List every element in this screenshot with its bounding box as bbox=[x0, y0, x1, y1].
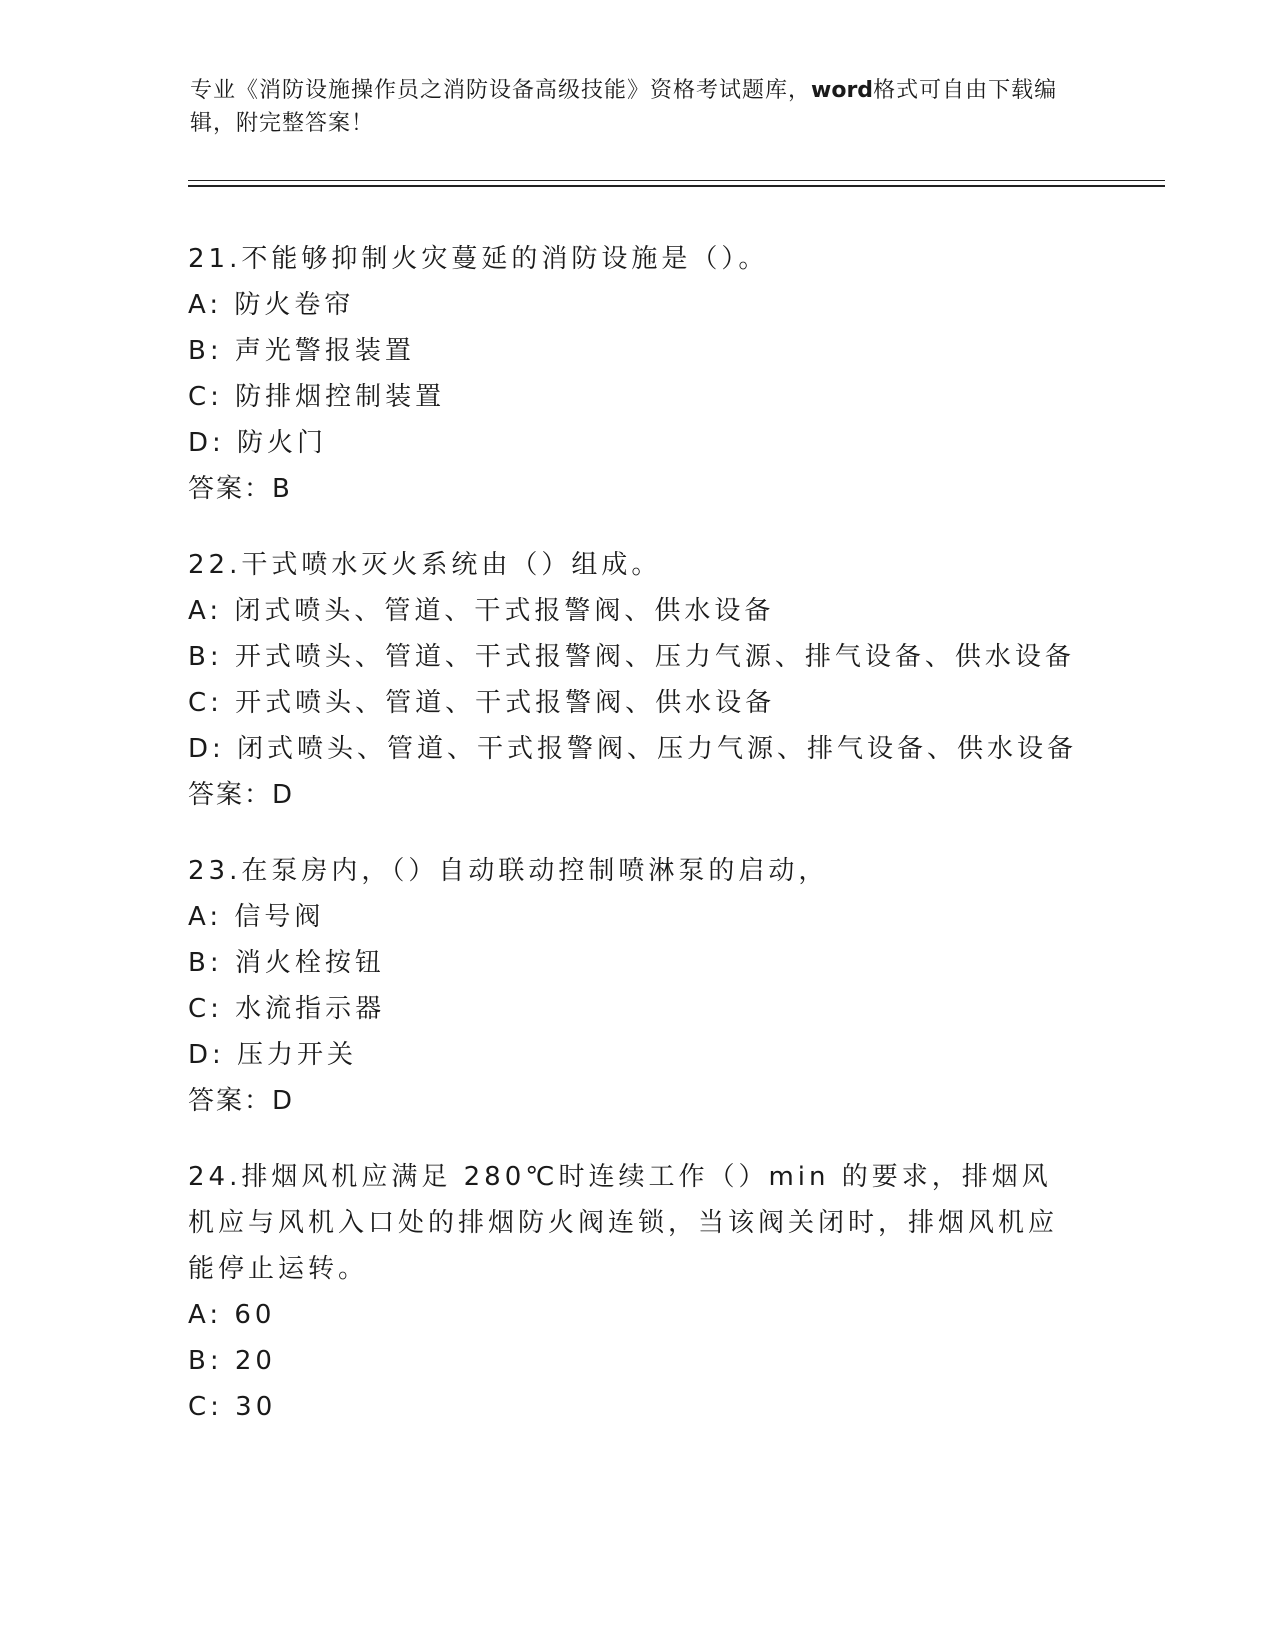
header-text-part1: 专业《消防设施操作员之消防设备高级技能》资格考试题库， bbox=[190, 78, 812, 103]
option-a: A: 防火卷帘 bbox=[188, 290, 355, 320]
option-a: A: 闭式喷头、管道、干式报警阀、供水设备 bbox=[188, 596, 775, 626]
option-b: B: 消火栓按钮 bbox=[188, 948, 385, 978]
option-c: C: 水流指示器 bbox=[188, 994, 386, 1024]
document-header bbox=[190, 74, 1070, 140]
question-24 bbox=[188, 1154, 1078, 1430]
option-b: B: 20 bbox=[188, 1346, 276, 1376]
option-c: C: 防排烟控制装置 bbox=[188, 382, 446, 412]
answer-line: 答案：D bbox=[188, 1086, 295, 1116]
header-divider-thick bbox=[188, 185, 1165, 187]
question-stem: 24.排烟风机应满足 280℃时连续工作（）min 的要求，排烟风机应与风机入口处的排烟防火阀连锁，当该阀关闭时，排烟风机应能停止运转。 bbox=[188, 1162, 1059, 1284]
option-d: D: 防火门 bbox=[188, 428, 328, 458]
option-d: D: 闭式喷头、管道、干式报警阀、压力气源、排气设备、供水设备 bbox=[188, 734, 1078, 764]
question-stem: 23.在泵房内，（）自动联动控制喷淋泵的启动， bbox=[188, 856, 829, 886]
option-d: D: 压力开关 bbox=[188, 1040, 358, 1070]
option-b: B: 声光警报装置 bbox=[188, 336, 415, 366]
option-c: C: 开式喷头、管道、干式报警阀、供水设备 bbox=[188, 688, 776, 718]
header-text-part2: 格式可自由下载编辑，附完整答案！ bbox=[190, 78, 1058, 136]
option-a: A: 60 bbox=[188, 1300, 276, 1330]
header-text-word: word bbox=[811, 78, 874, 103]
question-stem: 21.不能够抑制火灾蔓延的消防设施是（）。 bbox=[188, 244, 769, 274]
option-b: B: 开式喷头、管道、干式报警阀、压力气源、排气设备、供水设备 bbox=[188, 642, 1075, 672]
option-c: C: 30 bbox=[188, 1392, 277, 1422]
question-23 bbox=[188, 848, 1078, 1124]
header-divider-thin bbox=[188, 180, 1165, 181]
question-22 bbox=[188, 542, 1078, 818]
question-list bbox=[188, 236, 1078, 1460]
answer-line: 答案：D bbox=[188, 780, 295, 810]
question-21 bbox=[188, 236, 1078, 512]
question-stem: 22.干式喷水灭火系统由（）组成。 bbox=[188, 550, 662, 580]
option-a: A: 信号阀 bbox=[188, 902, 325, 932]
answer-line: 答案：B bbox=[188, 474, 292, 504]
